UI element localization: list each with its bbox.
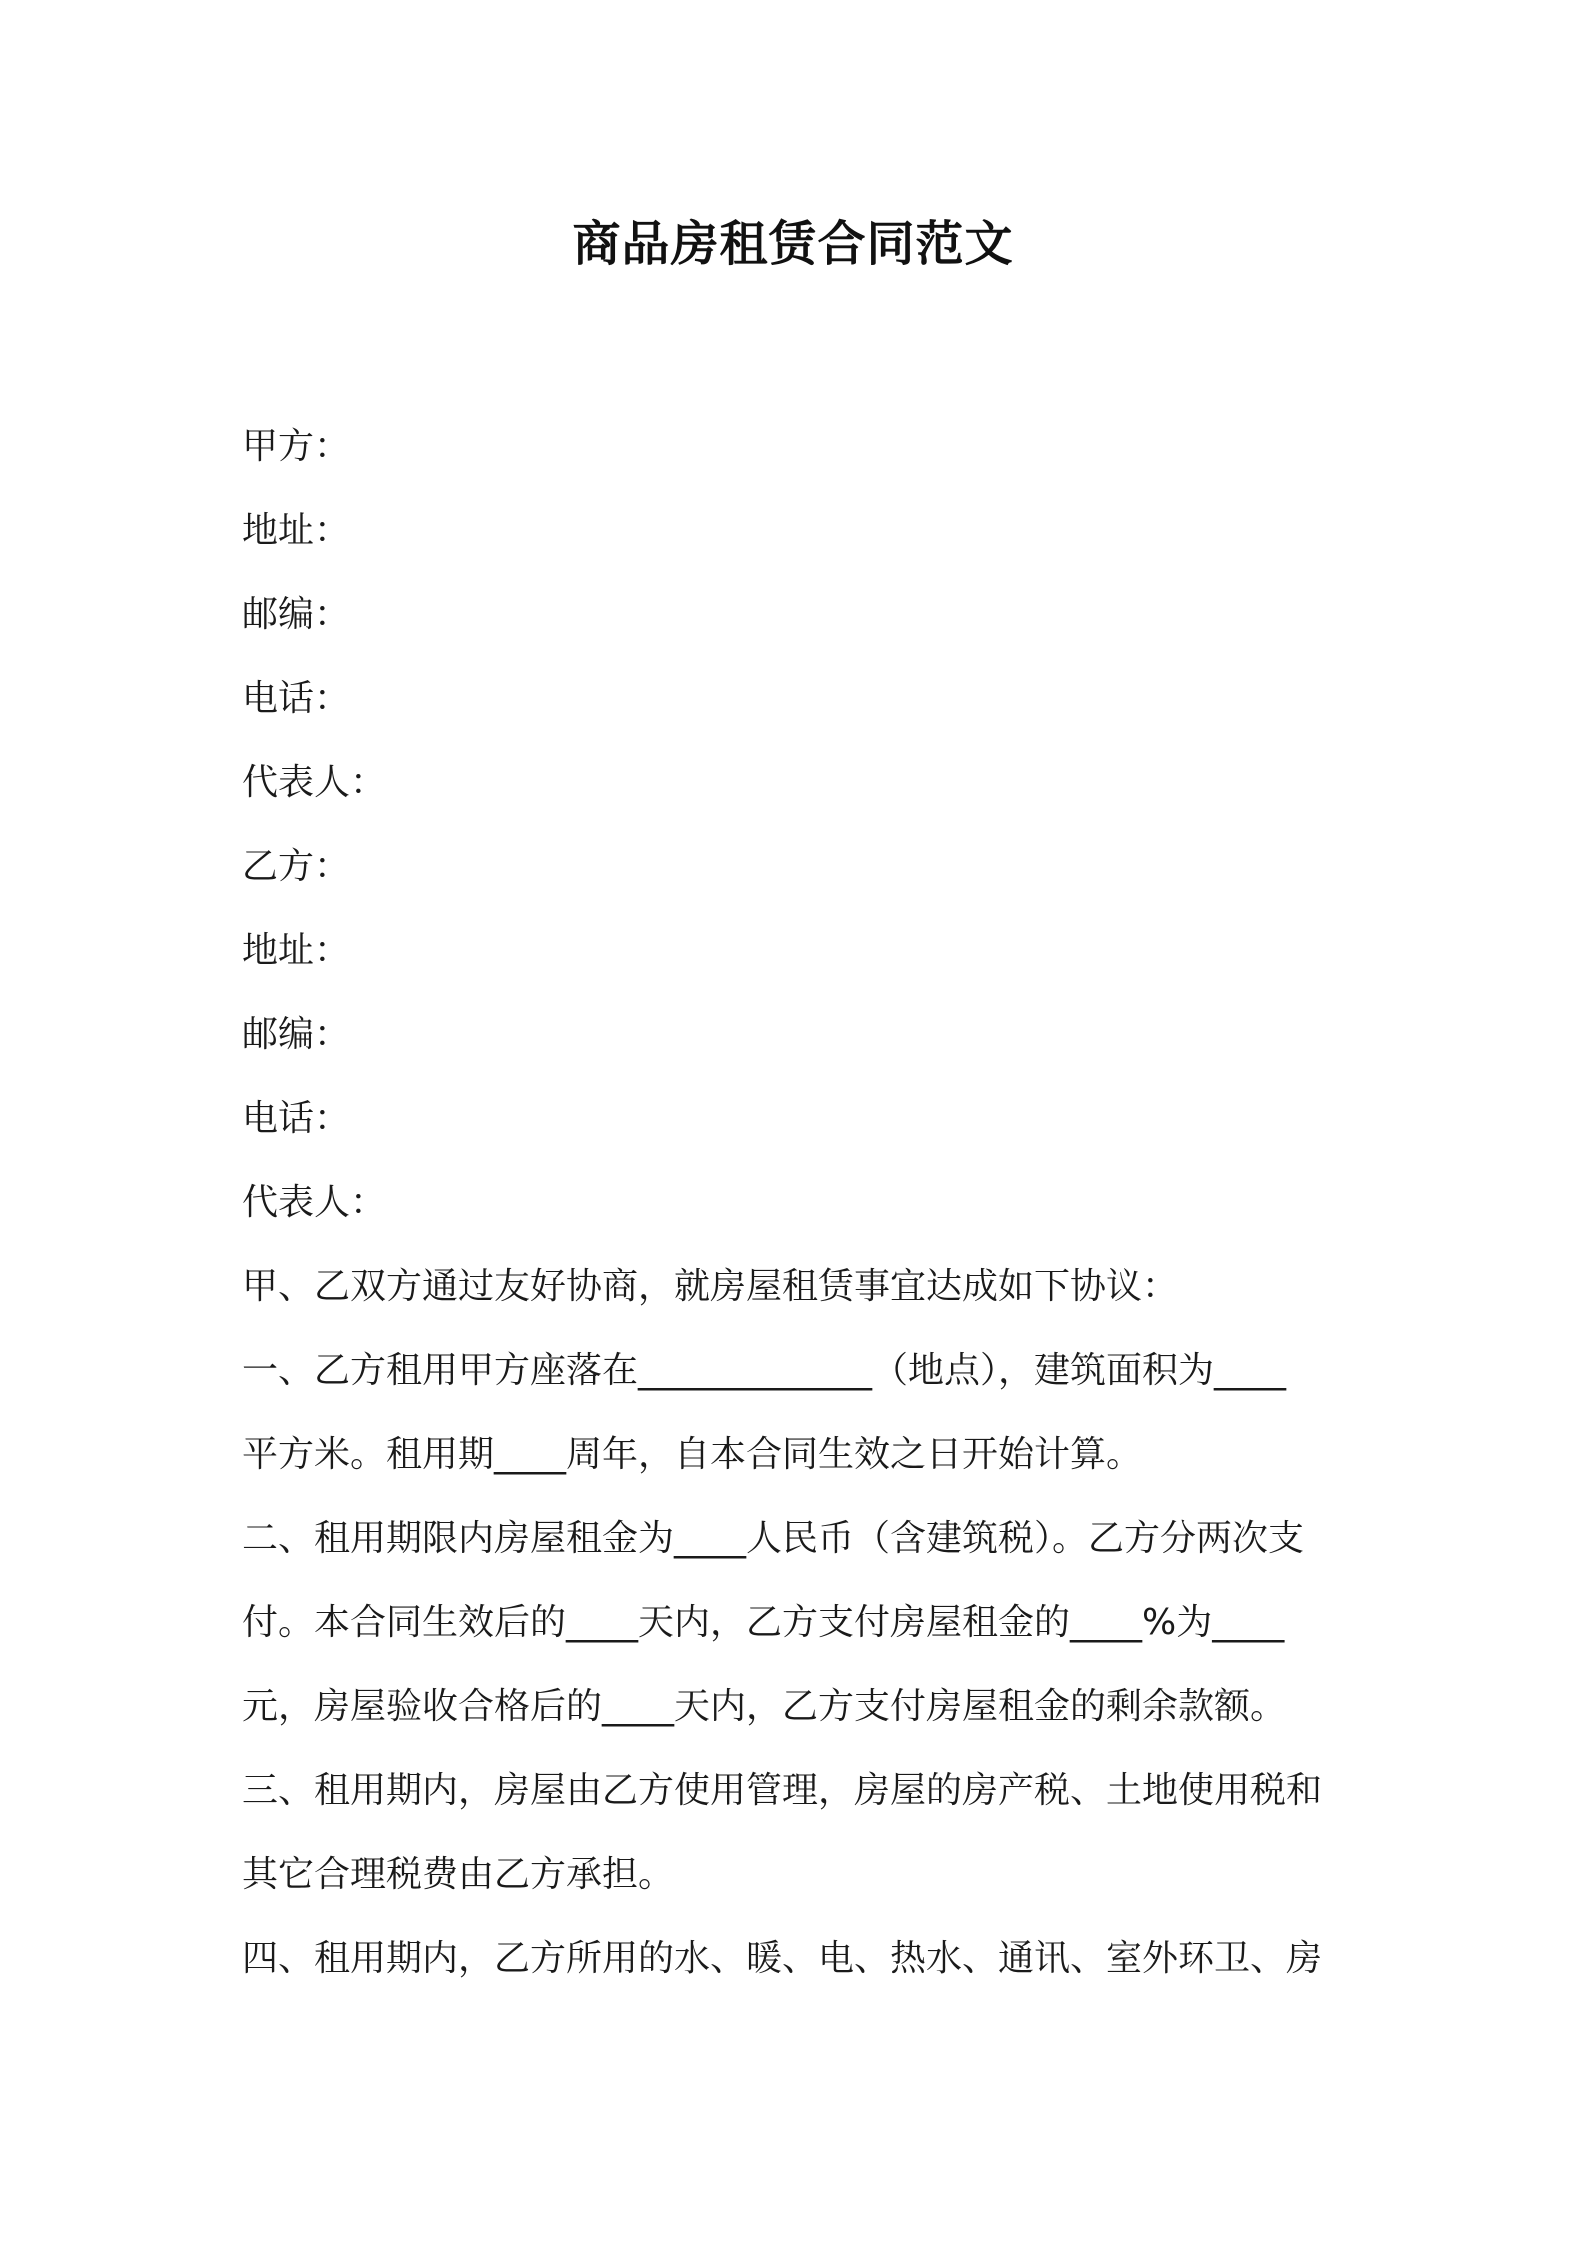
party-a-postcode-label: 邮编： (242, 594, 351, 635)
clause-4-line-1: 四、租用期内，乙方所用的水、暖、电、热水、通讯、室外环卫、房 (242, 1938, 1323, 1979)
party-b-representative-label: 代表人： (242, 1182, 387, 1223)
agreement-intro: 甲、乙双方通过友好协商，就房屋租赁事宜达成如下协议： (242, 1266, 1179, 1307)
clause-3-line-2: 其它合理税费由乙方承担。 (242, 1854, 675, 1895)
party-b-postcode-label: 邮编： (242, 1014, 351, 1055)
party-b-label: 乙方： (242, 846, 351, 887)
party-a-address-label: 地址： (242, 510, 351, 551)
clause-2-line-3: 元，房屋验收合格后的____天内，乙方支付房屋租金的剩余款额。 (242, 1686, 1287, 1727)
document-title: 商品房租赁合同范文 (572, 216, 1014, 272)
document-body (242, 405, 1352, 2001)
clause-1-line-2: 平方米。租用期____周年，自本合同生效之日开始计算。 (242, 1434, 1143, 1475)
clause-2-line-2: 付。本合同生效后的____天内，乙方支付房屋租金的____%为____ (242, 1602, 1285, 1643)
party-a-label: 甲方： (242, 426, 351, 467)
party-a-representative-label: 代表人： (242, 762, 387, 803)
clause-2-line-1: 二、租用期限内房屋租金为____人民币（含建筑税）。乙方分两次支 (242, 1518, 1305, 1559)
party-b-phone-label: 电话： (242, 1098, 351, 1139)
clause-1-line-1: 一、乙方租用甲方座落在_____________（地点），建筑面积为____ (242, 1350, 1287, 1391)
clause-3-line-1: 三、租用期内，房屋由乙方使用管理，房屋的房产税、土地使用税和 (242, 1770, 1323, 1811)
party-b-address-label: 地址： (242, 930, 351, 971)
party-a-phone-label: 电话： (242, 678, 351, 719)
